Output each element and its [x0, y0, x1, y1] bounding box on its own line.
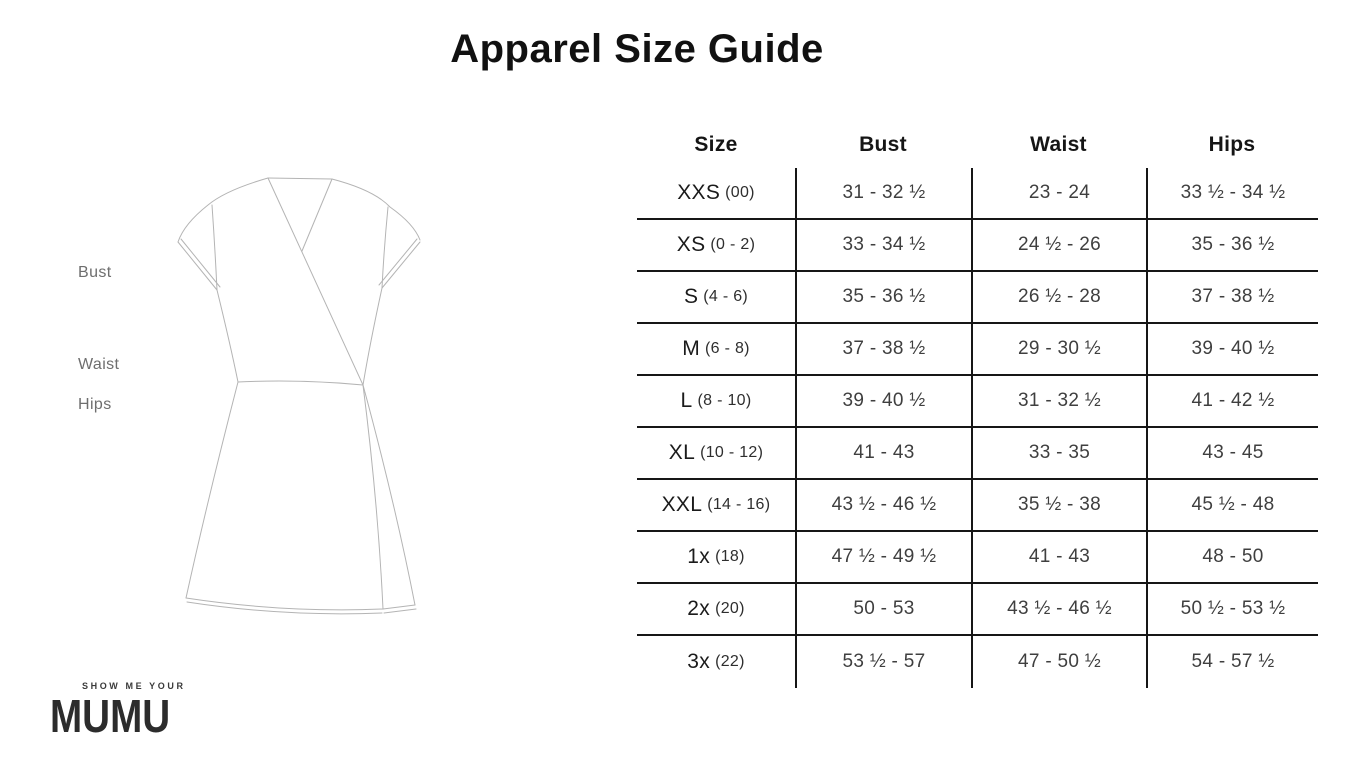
bust-label: Bust [78, 264, 112, 281]
bust-value: 43 ½ - 46 ½ [795, 480, 971, 530]
size-cell [637, 168, 795, 218]
size-cell [637, 636, 795, 688]
size-number-range: (18) [715, 548, 745, 565]
hips-value: 54 - 57 ½ [1146, 636, 1318, 688]
dress-wrap-diagonal [268, 178, 363, 385]
bust-value: 41 - 43 [795, 428, 971, 478]
bust-value: 37 - 38 ½ [795, 324, 971, 374]
header-bust: Bust [859, 133, 907, 156]
bust-value: 39 - 40 ½ [795, 376, 971, 426]
table-row [637, 376, 1318, 428]
logo-tagline: SHOW ME YOUR [82, 681, 186, 691]
table-row [637, 480, 1318, 532]
dress-right-neckline [302, 179, 332, 251]
hips-value: 50 ½ - 53 ½ [1146, 584, 1318, 634]
table-row [637, 324, 1318, 376]
hips-value: 39 - 40 ½ [1146, 324, 1318, 374]
waist-value: 23 - 24 [971, 168, 1146, 218]
size-number-range: (6 - 8) [705, 340, 750, 357]
logo-brand: MUMU [50, 690, 171, 742]
size-number-range: (0 - 2) [710, 236, 756, 253]
hips-value: 43 - 45 [1146, 428, 1318, 478]
waist-value: 33 - 35 [971, 428, 1146, 478]
size-cell [637, 584, 795, 634]
hips-value: 45 ½ - 48 [1146, 480, 1318, 530]
size-cell [637, 376, 795, 426]
size-label: 2x [687, 597, 711, 620]
size-label: XXS [677, 181, 721, 204]
size-label: L [680, 389, 693, 412]
dress-left-sleeve-hem [181, 239, 220, 287]
size-cell [637, 428, 795, 478]
waist-value: 43 ½ - 46 ½ [971, 584, 1146, 634]
size-cell [637, 272, 795, 322]
header-size: Size [694, 133, 738, 156]
dress-left-sleeve [178, 178, 268, 242]
size-number-range: (14 - 16) [707, 496, 771, 513]
table-row [637, 584, 1318, 636]
dress-overlay-hem [383, 605, 415, 609]
bust-value: 53 ½ - 57 [795, 636, 971, 688]
dress-left-sleeve-seam [212, 205, 217, 290]
size-label: 3x [687, 650, 711, 673]
size-cell [637, 532, 795, 582]
table-row [637, 168, 1318, 220]
size-label: XS [676, 233, 706, 256]
size-number-range: (20) [715, 600, 745, 617]
waist-label: Waist [78, 356, 120, 373]
dress-skirt-right [363, 385, 415, 605]
dress-skirt-left [186, 382, 238, 598]
waist-value: 29 - 30 ½ [971, 324, 1146, 374]
bust-value: 31 - 32 ½ [795, 168, 971, 218]
size-label: 1x [687, 545, 711, 568]
dress-overlay-hem [384, 609, 416, 613]
size-label: XL [668, 441, 696, 464]
hips-value: 35 - 36 ½ [1146, 220, 1318, 270]
brand-logo [50, 681, 193, 742]
dress-skirt-hem [186, 598, 383, 610]
header-hips: Hips [1208, 133, 1256, 156]
size-number-range: (8 - 10) [697, 392, 752, 409]
hips-value: 41 - 42 ½ [1146, 376, 1318, 426]
dress-waist-seam [238, 381, 363, 385]
size-table [637, 122, 1318, 688]
size-cell [637, 220, 795, 270]
bust-value: 33 - 34 ½ [795, 220, 971, 270]
dress-right-bodice [363, 288, 382, 385]
size-label: S [683, 285, 699, 308]
wrap-dress-illustration [170, 168, 430, 628]
table-row [637, 532, 1318, 584]
waist-value: 41 - 43 [971, 532, 1146, 582]
bust-value: 50 - 53 [795, 584, 971, 634]
bust-value: 47 ½ - 49 ½ [795, 532, 971, 582]
dress-right-sleeve-hem [382, 242, 420, 288]
waist-value: 24 ½ - 26 [971, 220, 1146, 270]
waist-value: 35 ½ - 38 [971, 480, 1146, 530]
hips-value: 37 - 38 ½ [1146, 272, 1318, 322]
waist-value: 26 ½ - 28 [971, 272, 1146, 322]
size-number-range: (10 - 12) [700, 444, 764, 461]
table-row [637, 636, 1318, 688]
size-cell [637, 480, 795, 530]
dress-skirt-overlay-edge [363, 385, 383, 609]
bust-value: 35 - 36 ½ [795, 272, 971, 322]
size-number-range: (00) [725, 184, 755, 201]
table-row [637, 220, 1318, 272]
size-label: M [682, 337, 700, 360]
table-header-row [637, 122, 1318, 168]
header-waist: Waist [1030, 133, 1087, 156]
size-number-range: (22) [715, 653, 745, 670]
hips-value: 48 - 50 [1146, 532, 1318, 582]
dress-left-bodice [217, 290, 238, 382]
dress-shoulder-line [268, 178, 332, 179]
table-row [637, 272, 1318, 324]
dress-right-sleeve [332, 179, 420, 240]
dress-left-sleeve-hem [178, 242, 217, 290]
size-label: XXL [661, 493, 703, 516]
size-cell [637, 324, 795, 374]
hips-value: 33 ½ - 34 ½ [1146, 168, 1318, 218]
size-number-range: (4 - 6) [703, 288, 749, 305]
waist-value: 47 - 50 ½ [971, 636, 1146, 688]
table-row [637, 428, 1318, 480]
hips-label: Hips [78, 396, 112, 413]
page-title: Apparel Size Guide [450, 27, 824, 71]
waist-value: 31 - 32 ½ [971, 376, 1146, 426]
